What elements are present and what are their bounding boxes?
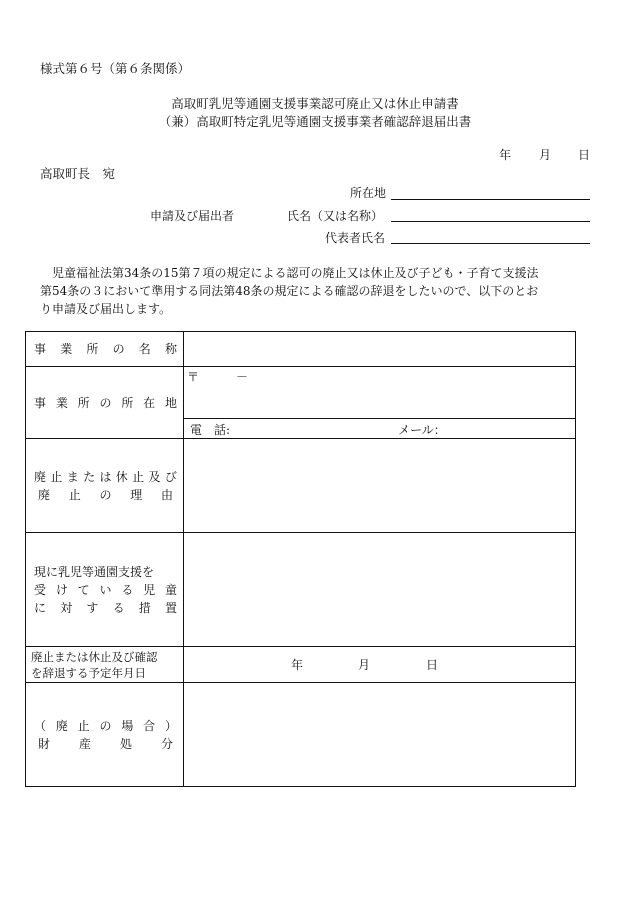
reason-line2-char: 廃	[38, 487, 51, 502]
measure-line2-char: い	[99, 582, 112, 597]
property-label	[26, 683, 184, 787]
property-line2-text	[26, 735, 183, 753]
office-location-label	[26, 367, 184, 439]
reason-line1-char: 及	[148, 469, 161, 484]
property-line1-char: の	[99, 718, 112, 733]
measure-line3-char: 置	[164, 600, 177, 615]
row-office-name	[26, 332, 576, 367]
office-location-label-char: 業	[55, 395, 68, 410]
property-line2-char: 分	[160, 736, 173, 751]
measure-line2-char: 受	[34, 582, 47, 597]
contact-field[interactable]	[184, 419, 575, 438]
reason-line1-char: は	[99, 469, 112, 484]
property-line2-char: 財	[38, 736, 51, 751]
reason-line2-text	[26, 486, 183, 504]
office-name-label-char: 事	[34, 342, 47, 356]
office-name-label-char: 所	[86, 342, 99, 356]
name-underline[interactable]	[391, 221, 590, 222]
phone-label: 電 話:	[190, 423, 231, 437]
address-label: 所在地	[350, 186, 387, 200]
planned-date-label-line2: を辞退する予定年月日	[31, 665, 146, 680]
form-number: 様式第６号（第６条関係）	[40, 61, 191, 76]
property-line1-char: 合	[143, 718, 156, 733]
row-planned-date	[26, 647, 576, 683]
office-location-label-char: の	[99, 395, 112, 410]
property-line1-text	[26, 717, 183, 735]
reason-label	[26, 439, 184, 533]
property-line2-char: 処	[119, 736, 132, 751]
mail-label: メール：	[398, 423, 446, 437]
property-line1-char: （	[34, 718, 47, 733]
property-value[interactable]	[184, 683, 576, 787]
measure-line2-char: る	[121, 582, 134, 597]
row-measure	[26, 533, 576, 647]
reason-line1-char: び	[164, 469, 177, 484]
name-label: 氏名（又は名称）	[287, 209, 384, 223]
planned-day-label: 日	[426, 658, 439, 672]
office-location-label-char: 所	[121, 395, 134, 410]
reason-line1-text	[26, 468, 183, 486]
measure-line2-char: 童	[164, 582, 177, 597]
office-name-value[interactable]	[184, 332, 576, 367]
measure-label-line1: 現に乳児等通園支援を	[34, 564, 155, 579]
postal-address-field[interactable]	[184, 367, 575, 419]
date-day-label: 日	[578, 148, 591, 162]
measure-line3-char: に	[34, 600, 47, 615]
representative-label: 代表者氏名	[325, 231, 386, 245]
reason-line1-char: 廃	[34, 469, 47, 484]
office-location-value	[184, 367, 576, 439]
addressee: 高取町長 宛	[40, 166, 116, 181]
office-name-label-char: 称	[164, 342, 177, 356]
office-location-label-text	[26, 394, 183, 412]
measure-line3-text	[26, 599, 183, 617]
reason-line1-char: 休	[115, 469, 128, 484]
property-line1-char: 場	[121, 718, 134, 733]
planned-month-label: 月	[358, 658, 371, 672]
row-reason	[26, 439, 576, 533]
reason-line2-char: の	[99, 487, 112, 502]
reason-line1-char: た	[83, 469, 96, 484]
office-name-label-char: 業	[60, 342, 73, 356]
office-location-label-char: 所	[77, 395, 90, 410]
planned-date-label-line1: 廃止または休止及び確認	[31, 649, 158, 664]
measure-label	[26, 533, 184, 647]
application-table	[25, 331, 576, 787]
measure-line2-char: け	[55, 582, 68, 597]
body-text-line3: り申請及び届出します。	[40, 302, 172, 316]
reason-line2-char: 由	[160, 487, 173, 502]
measure-line2-char: 児	[143, 582, 156, 597]
body-text-line1: 児童福祉法第34条の15第７項の規定による認可の廃止又は休止及び子ども・子育て支援法	[52, 266, 539, 280]
postal-mark: 〒	[187, 370, 200, 384]
measure-value[interactable]	[184, 533, 576, 647]
property-line1-char: 止	[77, 718, 90, 733]
representative-underline[interactable]	[391, 243, 590, 244]
measure-line3-char: る	[112, 600, 125, 615]
office-name-label	[26, 332, 184, 367]
row-office-location	[26, 367, 576, 439]
date-year-label: 年	[499, 148, 512, 162]
measure-line3-char: 対	[60, 600, 73, 615]
reason-value[interactable]	[184, 439, 576, 533]
reason-line1-char: 止	[50, 469, 63, 484]
office-location-label-char: 在	[143, 395, 156, 410]
postal-dash: －	[236, 370, 249, 384]
reason-line2-char: 止	[68, 487, 81, 502]
form-title-line2: （兼）高取町特定乳児等通園支援事業者確認辞退届出書	[158, 114, 472, 129]
row-property	[26, 683, 576, 787]
measure-line2-char: て	[77, 582, 90, 597]
reason-line2-char: 理	[130, 487, 143, 502]
address-underline[interactable]	[391, 199, 590, 200]
applicant-role-label: 申請及び届出者	[150, 209, 235, 223]
planned-date-value[interactable]	[184, 647, 576, 683]
reason-line1-char: 止	[132, 469, 145, 484]
measure-line3-char: す	[86, 600, 99, 615]
measure-line3-char: 措	[138, 600, 151, 615]
property-line1-char: ）	[164, 718, 177, 733]
office-name-label-char: 名	[138, 342, 151, 356]
body-text-line2: 第54条の３において準用する同法第48条の規定による確認の辞退をしたいので、以下のとお	[40, 284, 539, 298]
property-line1-char: 廃	[55, 718, 68, 733]
office-location-label-char: 地	[164, 395, 177, 410]
measure-line2-text	[26, 581, 183, 599]
property-line2-char: 産	[78, 736, 91, 751]
form-title-line1: 高取町乳児等通園支援事業認可廃止又は休止申請書	[171, 96, 459, 111]
planned-year-label: 年	[291, 658, 304, 672]
office-name-label-char: の	[112, 342, 125, 356]
date-month-label: 月	[539, 148, 552, 162]
office-name-label-text	[26, 340, 183, 358]
planned-date-label	[26, 647, 184, 683]
reason-line1-char: ま	[66, 469, 79, 484]
office-location-label-char: 事	[34, 395, 47, 410]
